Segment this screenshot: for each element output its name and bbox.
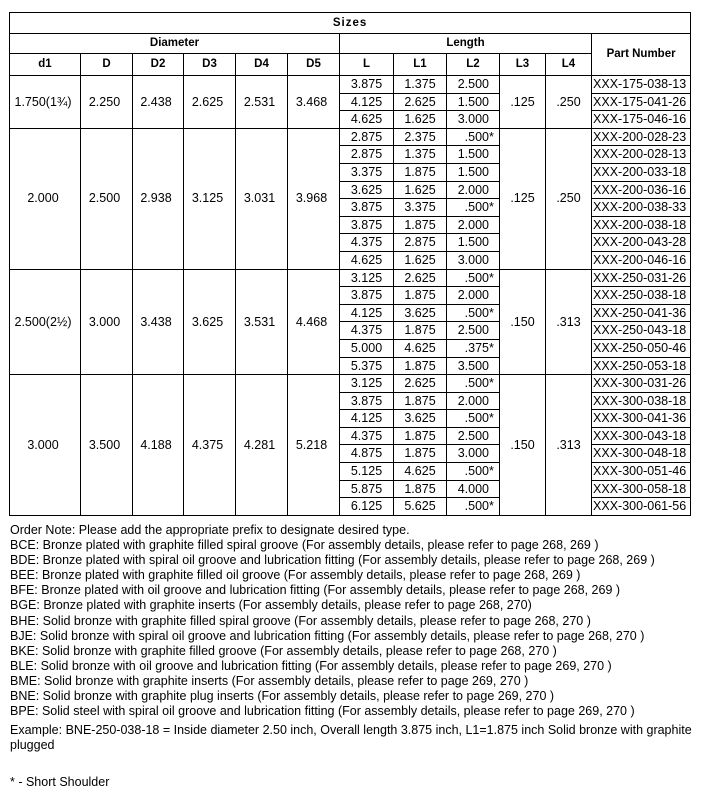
cell-d: 3.000 xyxy=(81,269,133,375)
cell-l2 xyxy=(447,251,500,269)
cell-d: 2.500 xyxy=(81,128,133,269)
cell-l2-value: 2.500 xyxy=(457,77,489,91)
prefix-line: BJE: Solid bronze with spiral oil groove and lubrication fitting (For assembly details, please refer to page 268, 270 ) xyxy=(10,628,645,643)
cell-l: 3.625 xyxy=(340,181,394,199)
cell-d3: 3.625 xyxy=(184,269,236,375)
cell-l2 xyxy=(447,216,500,234)
order-note: Order Note: Please add the appropriate prefix to designate desired type. xyxy=(10,523,410,537)
cell-part-number: XXX-175-046-16 xyxy=(592,111,691,129)
cell-l2 xyxy=(447,128,500,146)
prefix-line: BCE: Bronze plated with graphite filled spiral groove (For assembly details, please refer to page 268, 269 ) xyxy=(10,538,599,553)
example-text: Example: BNE-250-038-18 = Inside diameter 2.50 inch, Overall length 3.875 inch, L1=1.875 inch Solid bronze with graphite plugged xyxy=(10,723,692,753)
cell-l2-value: .500 xyxy=(464,499,489,514)
short-shoulder-marker: * xyxy=(489,464,494,479)
cell-l1: 3.625 xyxy=(394,410,447,428)
cell-d5: 3.968 xyxy=(288,128,340,269)
cell-part-number: XXX-300-041-36 xyxy=(592,410,691,428)
cell-l2 xyxy=(447,463,500,481)
cell-l2-value: 1.500 xyxy=(457,235,489,250)
cell-part-number: XXX-200-028-23 xyxy=(592,128,691,146)
cell-l: 3.875 xyxy=(340,76,394,94)
cell-l1: 3.625 xyxy=(394,304,447,322)
cell-l: 6.125 xyxy=(340,498,394,516)
cell-l: 4.375 xyxy=(340,427,394,445)
col-header-d3: D3 xyxy=(184,54,236,76)
cell-l2-value: 3.000 xyxy=(457,252,489,267)
cell-part-number: XXX-250-050-46 xyxy=(592,339,691,357)
cell-part-number: XXX-250-043-18 xyxy=(592,322,691,340)
prefix-line: BEE: Bronze plated with graphite filled oil groove (For assembly details, please refer to page 268, 269 ) xyxy=(10,568,581,583)
short-shoulder-marker: * xyxy=(489,200,494,215)
cell-part-number: XXX-300-058-18 xyxy=(592,480,691,498)
cell-l2-value: 4.000 xyxy=(457,481,489,496)
cell-part-number: XXX-200-043-28 xyxy=(592,234,691,252)
cell-part-number: XXX-300-048-18 xyxy=(592,445,691,463)
cell-l1: 1.625 xyxy=(394,111,447,129)
cell-l3: .125 xyxy=(500,128,546,269)
cell-l2-value: 3.500 xyxy=(457,358,489,373)
cell-d1: 2.000 xyxy=(10,128,81,269)
cell-l2 xyxy=(447,287,500,305)
cell-l2 xyxy=(447,76,500,94)
cell-l2 xyxy=(447,93,500,111)
cell-part-number: XXX-175-041-26 xyxy=(592,93,691,111)
cell-l: 3.125 xyxy=(340,375,394,393)
cell-l: 4.625 xyxy=(340,111,394,129)
cell-l4: .250 xyxy=(546,76,592,129)
cell-d4: 3.531 xyxy=(236,269,288,375)
table-row xyxy=(10,128,691,146)
cell-l1: 1.875 xyxy=(394,427,447,445)
short-shoulder-marker: * xyxy=(489,270,494,285)
cell-l2 xyxy=(447,339,500,357)
col-header-l: L xyxy=(340,54,394,76)
cell-part-number: XXX-300-061-56 xyxy=(592,498,691,516)
cell-l2-value: 1.500 xyxy=(457,94,489,109)
table-row xyxy=(10,269,691,287)
cell-l1: 1.375 xyxy=(394,76,447,94)
cell-l2 xyxy=(447,375,500,393)
cell-l: 5.125 xyxy=(340,463,394,481)
prefix-line: BHE: Solid bronze with graphite filled spiral groove (For assembly details, please refer to page 268, 270 ) xyxy=(10,613,591,628)
cell-d4: 3.031 xyxy=(236,128,288,269)
cell-d5: 5.218 xyxy=(288,375,340,516)
cell-l2-value: 2.500 xyxy=(457,428,489,443)
cell-l1: 1.625 xyxy=(394,251,447,269)
cell-l: 3.125 xyxy=(340,269,394,287)
cell-l: 4.125 xyxy=(340,304,394,322)
cell-l1: 1.875 xyxy=(394,480,447,498)
order-notes xyxy=(10,523,700,753)
col-header-d: D xyxy=(81,54,133,76)
prefix-line: BNE: Solid bronze with graphite plug inserts (For assembly details, please refer to page 269, 270 ) xyxy=(10,689,555,704)
cell-part-number: XXX-300-051-46 xyxy=(592,463,691,481)
cell-part-number: XXX-200-038-18 xyxy=(592,216,691,234)
short-shoulder-marker: * xyxy=(489,411,494,426)
cell-d: 3.500 xyxy=(81,375,133,516)
prefix-line: BGE: Bronze plated with graphite inserts (For assembly details, please refer to page 268, 270) xyxy=(10,598,532,613)
cell-l2 xyxy=(447,392,500,410)
short-shoulder-marker: * xyxy=(489,305,494,320)
cell-part-number: XXX-250-038-18 xyxy=(592,287,691,305)
cell-d5: 4.468 xyxy=(288,269,340,375)
cell-part-number: XXX-300-043-18 xyxy=(592,427,691,445)
col-header-d4: D4 xyxy=(236,54,288,76)
cell-l: 4.125 xyxy=(340,93,394,111)
short-shoulder-footnote: * - Short Shoulder xyxy=(10,775,110,789)
cell-d4: 4.281 xyxy=(236,375,288,516)
table-row xyxy=(10,76,691,94)
cell-l3: .125 xyxy=(500,76,546,129)
cell-d4: 2.531 xyxy=(236,76,288,129)
cell-l2-value: .500 xyxy=(464,200,489,215)
cell-l: 5.000 xyxy=(340,339,394,357)
cell-l2-value: .500 xyxy=(464,270,489,285)
cell-l2-value: .375 xyxy=(464,340,489,355)
cell-d2: 4.188 xyxy=(133,375,184,516)
cell-l2 xyxy=(447,357,500,375)
sizes-table xyxy=(9,12,691,516)
prefix-line: BDE: Bronze plated with spiral oil groove and lubrication fitting (For assembly details, please refer to page 268, 269 ) xyxy=(10,553,655,568)
short-shoulder-marker: * xyxy=(489,129,494,144)
cell-part-number: XXX-200-033-18 xyxy=(592,163,691,181)
cell-l4: .313 xyxy=(546,269,592,375)
cell-l: 4.125 xyxy=(340,410,394,428)
cell-l2 xyxy=(447,410,500,428)
cell-part-number: XXX-250-031-26 xyxy=(592,269,691,287)
cell-l: 2.875 xyxy=(340,128,394,146)
cell-l4: .313 xyxy=(546,375,592,516)
cell-part-number: XXX-250-041-36 xyxy=(592,304,691,322)
cell-l: 3.875 xyxy=(340,216,394,234)
cell-d3: 2.625 xyxy=(184,76,236,129)
cell-l2 xyxy=(447,498,500,516)
cell-l3: .150 xyxy=(500,269,546,375)
cell-l2 xyxy=(447,304,500,322)
cell-l1: 1.875 xyxy=(394,163,447,181)
cell-l1: 1.875 xyxy=(394,216,447,234)
cell-l2 xyxy=(447,322,500,340)
cell-l2-value: 2.000 xyxy=(457,393,489,408)
cell-d1: 1.750(1¾) xyxy=(10,76,81,129)
cell-l: 4.625 xyxy=(340,251,394,269)
cell-part-number: XXX-175-038-13 xyxy=(592,76,691,94)
cell-l2-value: 2.000 xyxy=(457,217,489,232)
cell-l2 xyxy=(447,199,500,217)
cell-d1: 3.000 xyxy=(10,375,81,516)
prefix-line: BFE: Bronze plated with oil groove and lubrication fitting (For assembly details, please refer to page 268, 269 ) xyxy=(10,583,621,598)
cell-l1: 2.875 xyxy=(394,234,447,252)
part-number-header: Part Number xyxy=(592,34,691,76)
cell-l: 5.375 xyxy=(340,357,394,375)
col-header-d5: D5 xyxy=(288,54,340,76)
cell-part-number: XXX-200-036-16 xyxy=(592,181,691,199)
cell-l2 xyxy=(447,111,500,129)
cell-d5: 3.468 xyxy=(288,76,340,129)
cell-l2 xyxy=(447,427,500,445)
cell-d: 2.250 xyxy=(81,76,133,129)
cell-part-number: XXX-200-028-13 xyxy=(592,146,691,164)
cell-l2 xyxy=(447,234,500,252)
cell-l1: 1.875 xyxy=(394,392,447,410)
cell-l2 xyxy=(447,269,500,287)
short-shoulder-marker: * xyxy=(489,376,494,391)
prefix-line: BPE: Solid steel with spiral oil groove and lubrication fitting (For assembly details, please refer to page 269, 270 ) xyxy=(10,704,635,719)
cell-part-number: XXX-300-031-26 xyxy=(592,375,691,393)
table-row xyxy=(10,375,691,393)
cell-l: 4.375 xyxy=(340,322,394,340)
cell-l2-value: 3.000 xyxy=(457,446,489,461)
cell-l2-value: 1.500 xyxy=(457,147,489,162)
prefix-line: BKE: Solid bronze with graphite filled groove (For assembly details, please refer to page 268, 270 ) xyxy=(10,643,557,658)
cell-part-number: XXX-300-038-18 xyxy=(592,392,691,410)
cell-l: 3.875 xyxy=(340,392,394,410)
cell-l1: 2.625 xyxy=(394,375,447,393)
cell-l1: 2.375 xyxy=(394,128,447,146)
cell-l2-value: .500 xyxy=(464,305,489,320)
cell-part-number: XXX-250-053-18 xyxy=(592,357,691,375)
cell-l2 xyxy=(447,146,500,164)
cell-l2-value: 1.500 xyxy=(457,164,489,179)
cell-l1: 4.625 xyxy=(394,463,447,481)
cell-l: 2.875 xyxy=(340,146,394,164)
cell-l2-value: 2.000 xyxy=(457,182,489,197)
col-header-l2: L2 xyxy=(447,54,500,76)
prefix-line: BME: Solid bronze with graphite inserts (For assembly details, please refer to page 269, 270 ) xyxy=(10,673,529,688)
length-group-header: Length xyxy=(340,34,592,54)
table-title: Sizes xyxy=(10,13,691,34)
cell-d1: 2.500(2½) xyxy=(10,269,81,375)
cell-l1: 2.625 xyxy=(394,93,447,111)
cell-part-number: XXX-200-038-33 xyxy=(592,199,691,217)
table-body xyxy=(10,76,691,516)
cell-d3: 3.125 xyxy=(184,128,236,269)
cell-l1: 4.625 xyxy=(394,339,447,357)
prefix-list xyxy=(10,538,700,719)
col-header-l3: L3 xyxy=(500,54,546,76)
cell-l4: .250 xyxy=(546,128,592,269)
cell-l1: 1.625 xyxy=(394,181,447,199)
cell-l2-value: 2.000 xyxy=(457,288,489,303)
cell-l1: 1.875 xyxy=(394,445,447,463)
cell-l2 xyxy=(447,163,500,181)
short-shoulder-marker: * xyxy=(489,499,494,514)
cell-l2-value: .500 xyxy=(464,411,489,426)
cell-l1: 1.875 xyxy=(394,357,447,375)
cell-d2: 3.438 xyxy=(133,269,184,375)
cell-l2-value: 3.000 xyxy=(457,112,489,127)
cell-l2-value: .500 xyxy=(464,464,489,479)
cell-l1: 1.875 xyxy=(394,287,447,305)
prefix-line: BLE: Solid bronze with oil groove and lubrication fitting (For assembly details, please refer to page 269, 270 ) xyxy=(10,658,612,673)
cell-l2 xyxy=(447,181,500,199)
short-shoulder-marker: * xyxy=(489,340,494,355)
cell-l: 4.875 xyxy=(340,445,394,463)
cell-l: 3.375 xyxy=(340,163,394,181)
cell-l3: .150 xyxy=(500,375,546,516)
cell-l1: 3.375 xyxy=(394,199,447,217)
cell-l2 xyxy=(447,480,500,498)
cell-d3: 4.375 xyxy=(184,375,236,516)
diameter-group-header: Diameter xyxy=(10,34,340,54)
cell-l2-value: 2.500 xyxy=(457,323,489,338)
col-header-l4: L4 xyxy=(546,54,592,76)
cell-l1: 2.625 xyxy=(394,269,447,287)
cell-l1: 1.875 xyxy=(394,322,447,340)
cell-l: 4.375 xyxy=(340,234,394,252)
cell-l1: 5.625 xyxy=(394,498,447,516)
cell-l: 3.875 xyxy=(340,199,394,217)
col-header-d2: D2 xyxy=(133,54,184,76)
col-header-l1: L1 xyxy=(394,54,447,76)
cell-d2: 2.938 xyxy=(133,128,184,269)
cell-part-number: XXX-200-046-16 xyxy=(592,251,691,269)
cell-l2-value: .500 xyxy=(464,129,489,144)
col-header-d1: d1 xyxy=(10,54,81,76)
cell-l2-value: .500 xyxy=(464,376,489,391)
cell-d2: 2.438 xyxy=(133,76,184,129)
cell-l1: 1.375 xyxy=(394,146,447,164)
cell-l: 3.875 xyxy=(340,287,394,305)
cell-l2 xyxy=(447,445,500,463)
cell-l: 5.875 xyxy=(340,480,394,498)
